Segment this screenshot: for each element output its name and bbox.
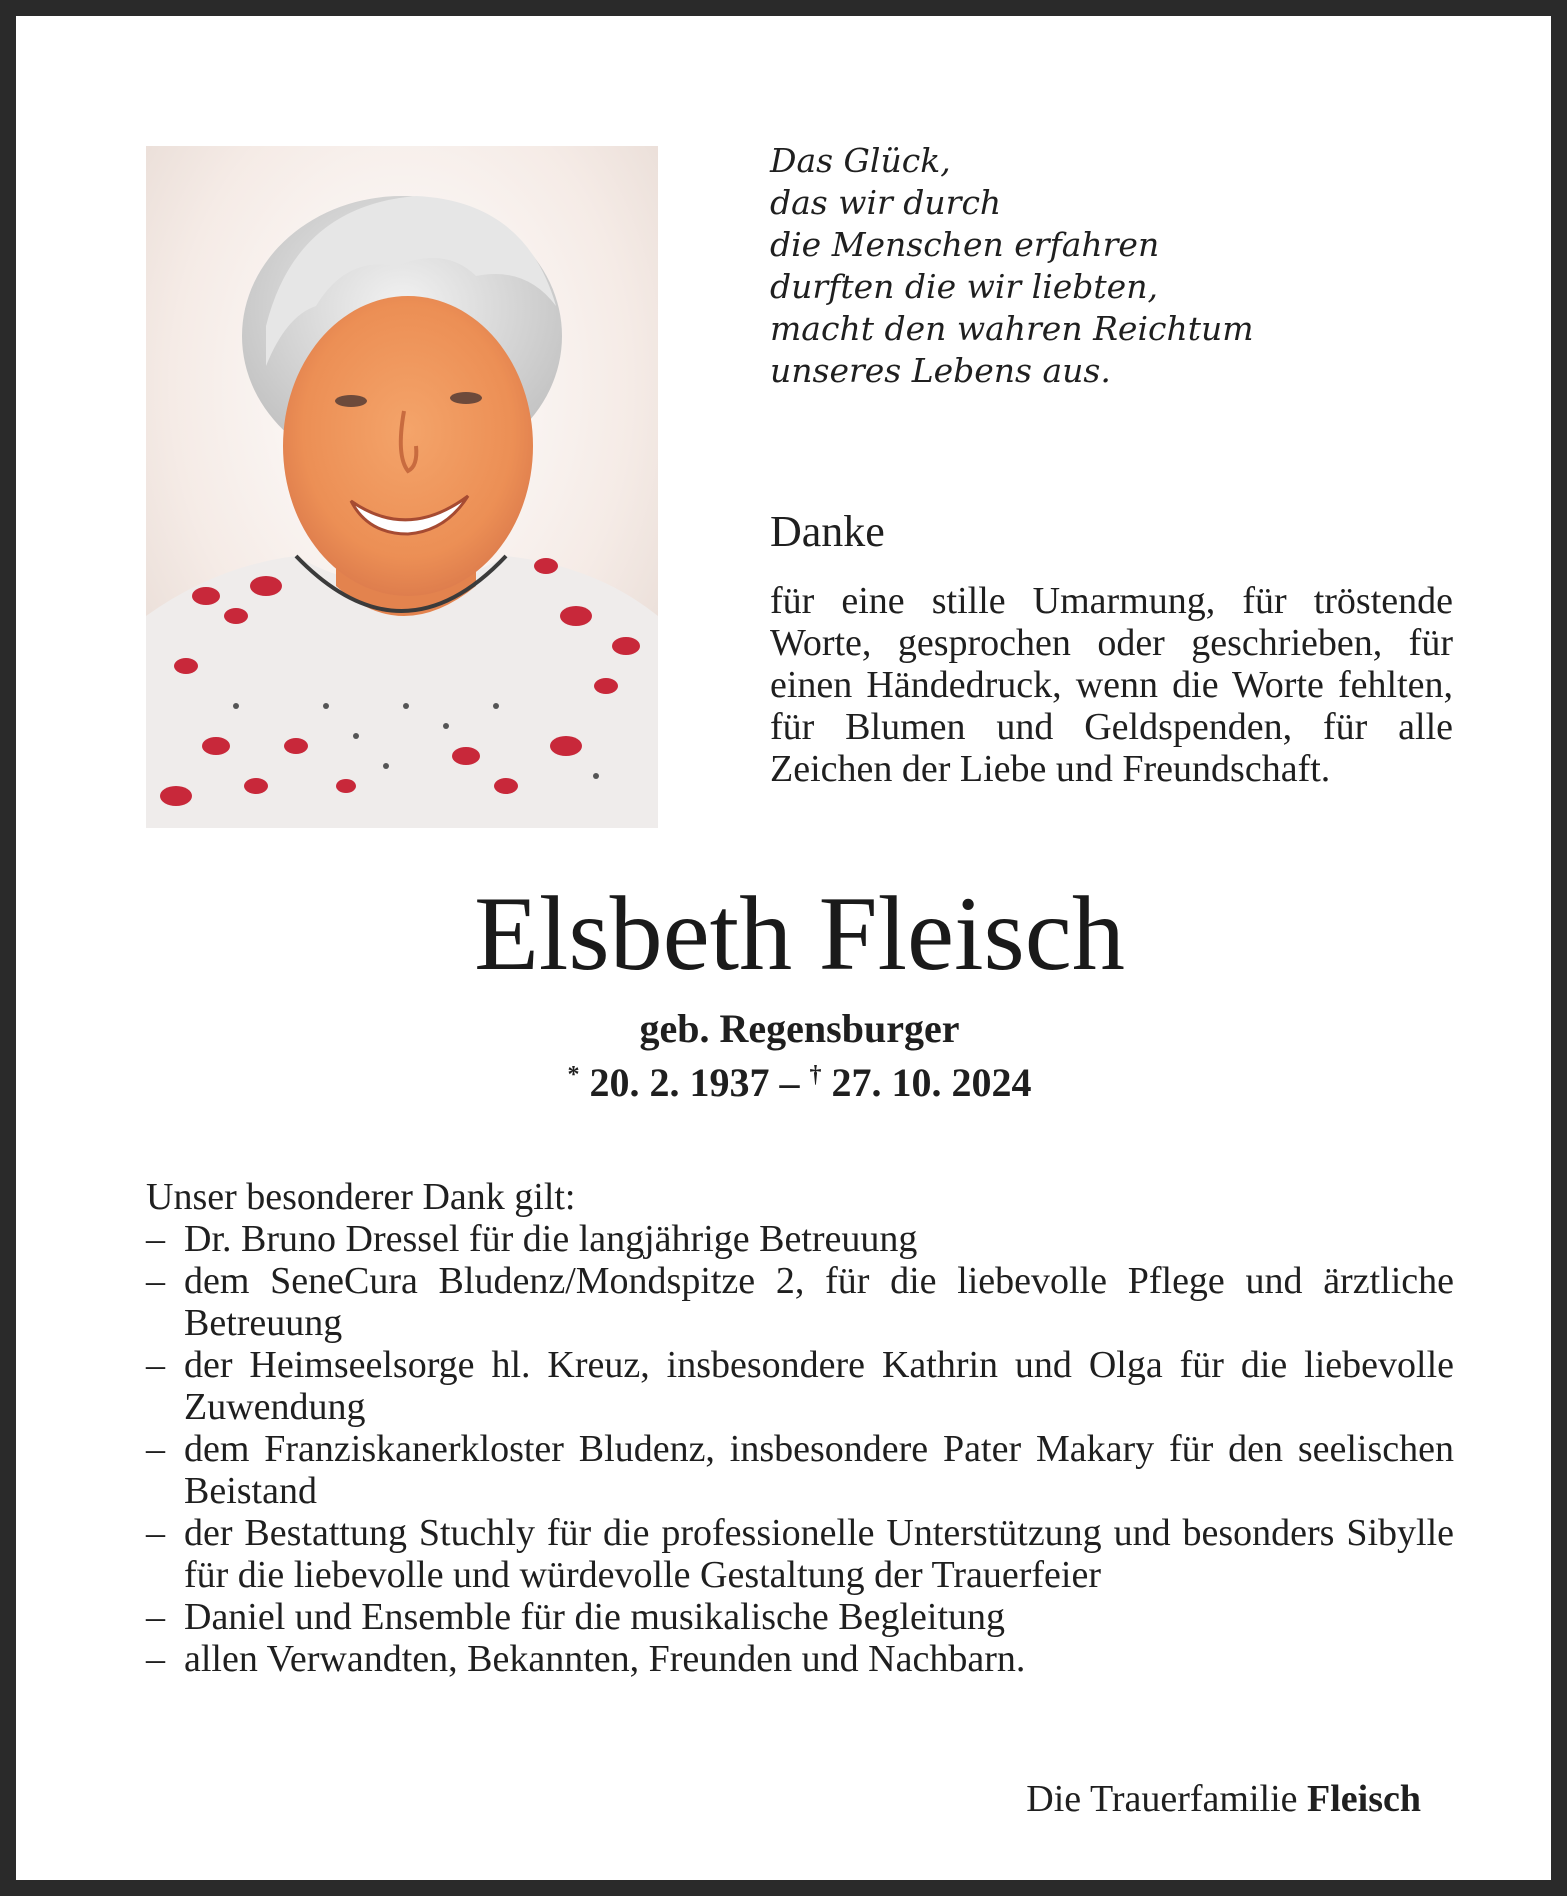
deceased-name: Elsbeth Fleisch bbox=[474, 875, 1125, 992]
poem bbox=[770, 140, 1254, 392]
list-item-text: der Bestattung Stuchly für die professionelle Unterstützung und besonders Sibylle für die liebevolle und würdevolle Gestaltung der Trauerfeier bbox=[184, 1512, 1454, 1596]
list-item bbox=[146, 1218, 1454, 1260]
death-date: 27. 10. 2024 bbox=[831, 1060, 1032, 1105]
poem-line: durften die wir liebten, bbox=[770, 267, 1158, 306]
poem-line: macht den wahren Reichtum bbox=[770, 309, 1254, 348]
list-item bbox=[146, 1260, 1454, 1344]
birth-date: 20. 2. 1937 bbox=[589, 1060, 770, 1105]
death-symbol: † bbox=[809, 1062, 822, 1088]
list-item-text: dem SeneCura Bludenz/Mondspitze 2, für die liebevolle Pflege und ärztliche Betreuung bbox=[184, 1260, 1454, 1344]
list-dash: – bbox=[146, 1260, 165, 1302]
poem-line: Das Glück, bbox=[770, 141, 951, 180]
portrait-photo bbox=[146, 146, 658, 828]
list-dash: – bbox=[146, 1596, 165, 1638]
list-item-text: Dr. Bruno Dressel für die langjährige Betreuung bbox=[184, 1218, 918, 1260]
birth-symbol: * bbox=[567, 1062, 580, 1088]
list-item bbox=[146, 1638, 1454, 1680]
poem-line: das wir durch bbox=[770, 183, 1002, 222]
list-item bbox=[146, 1428, 1454, 1512]
list-item-text: dem Franziskanerkloster Bludenz, insbesondere Pater Makary für den seelischen Beistand bbox=[184, 1428, 1454, 1512]
poem-line: die Menschen erfahren bbox=[770, 225, 1160, 264]
list-dash: – bbox=[146, 1218, 165, 1260]
thanks-list bbox=[146, 1218, 1454, 1680]
signature bbox=[1026, 1776, 1421, 1822]
thanks-intro: Unser besonderer Dank gilt: bbox=[146, 1176, 576, 1218]
list-dash: – bbox=[146, 1344, 165, 1386]
list-dash: – bbox=[146, 1638, 165, 1680]
list-item-text: Daniel und Ensemble für die musikalische Begleitung bbox=[184, 1596, 1006, 1638]
list-item bbox=[146, 1512, 1454, 1596]
list-dash: – bbox=[146, 1512, 165, 1554]
danke-heading: Danke bbox=[770, 507, 885, 556]
thanks-section bbox=[146, 1176, 1454, 1680]
list-item bbox=[146, 1344, 1454, 1428]
list-item bbox=[146, 1596, 1454, 1638]
signature-prefix: Die Trauerfamilie bbox=[1026, 1778, 1298, 1820]
list-item-text: allen Verwandten, Bekannten, Freunden und Nachbarn. bbox=[184, 1638, 1026, 1680]
life-dates bbox=[16, 1052, 1567, 1106]
portrait-illustration bbox=[146, 146, 658, 828]
danke-text: für eine stille Umarmung, für tröstende Worte, gesprochen oder geschrieben, für einen Händedruck, wenn die Worte fehlten, für Blumen und Geldspenden, für alle Zeichen der Liebe und Freundschaft. bbox=[770, 580, 1453, 790]
list-dash: – bbox=[146, 1428, 165, 1470]
date-separator: – bbox=[779, 1060, 800, 1105]
signature-family: Fleisch bbox=[1307, 1778, 1421, 1820]
poem-line: unseres Lebens aus. bbox=[770, 351, 1111, 390]
maiden-name: geb. Regensburger bbox=[639, 1006, 960, 1051]
list-item-text: der Heimseelsorge hl. Kreuz, insbesondere Kathrin und Olga für die liebevolle Zuwendung bbox=[184, 1344, 1454, 1428]
